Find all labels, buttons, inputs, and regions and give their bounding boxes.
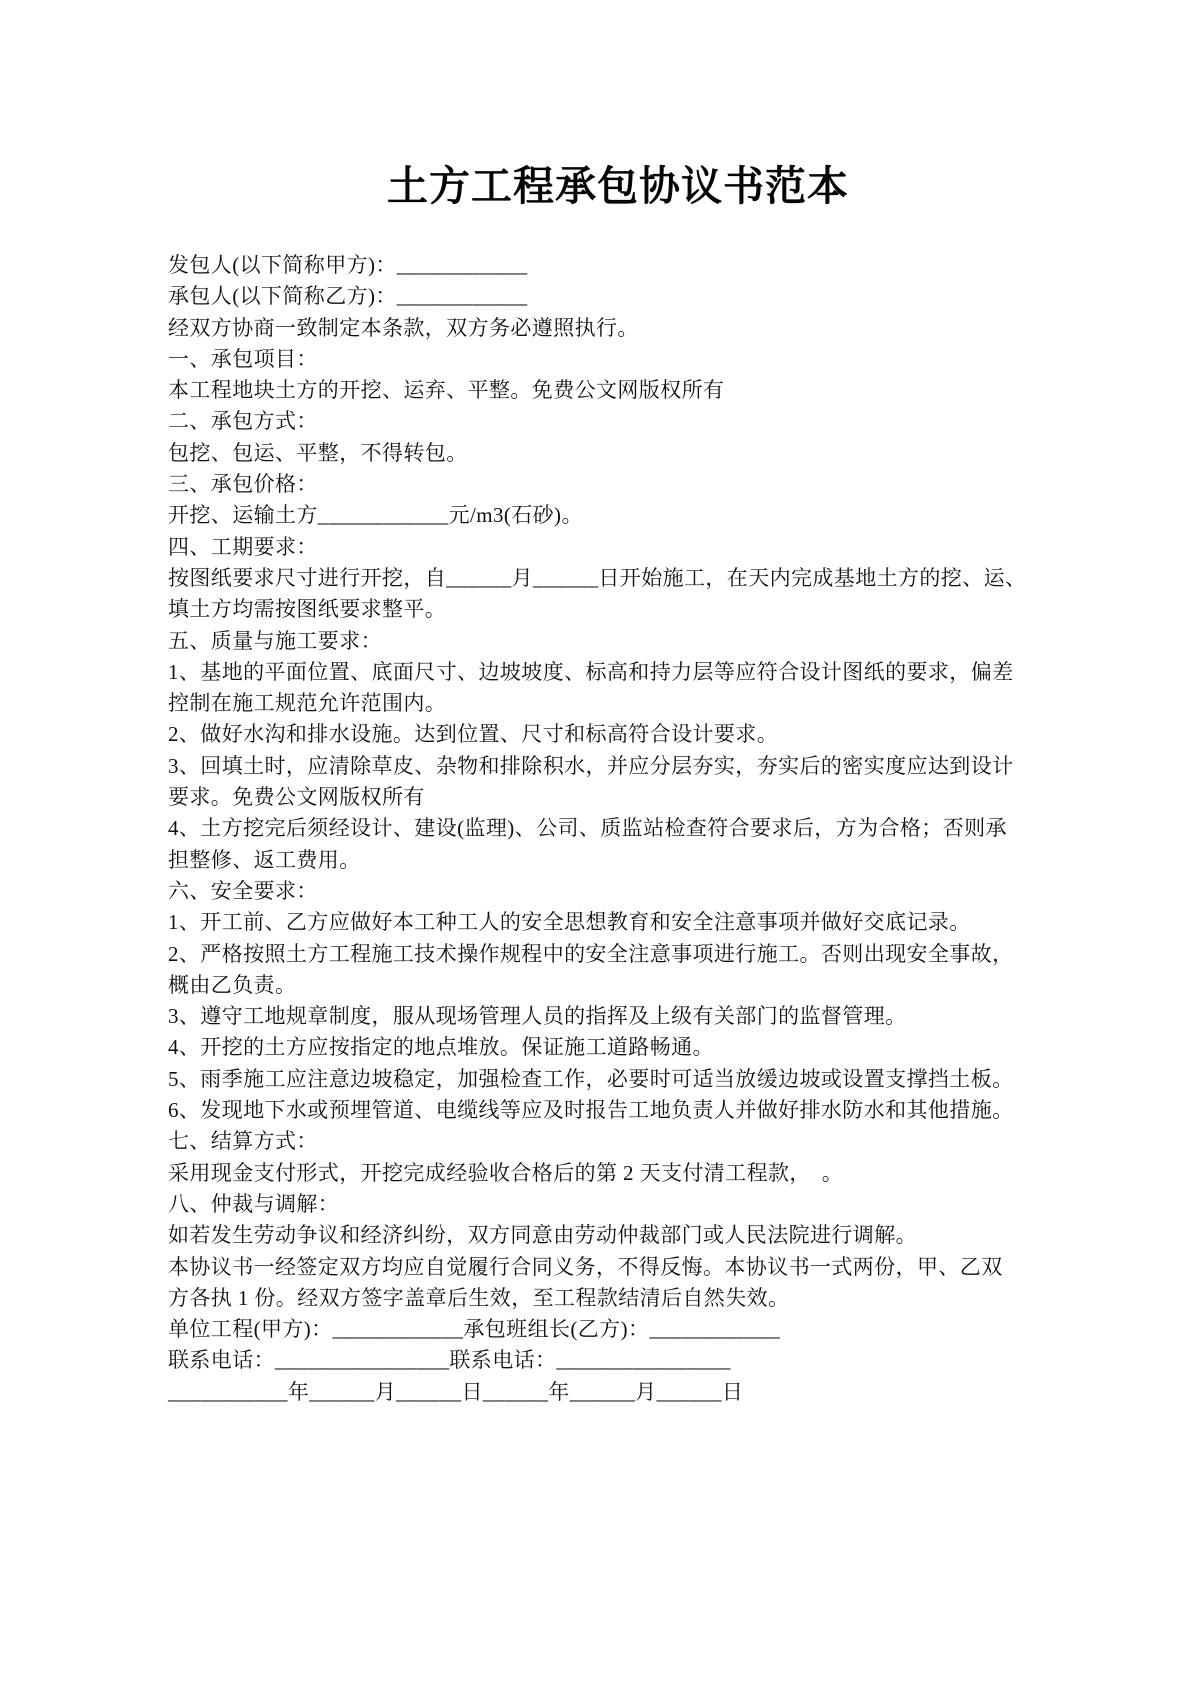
closing-line-1: 本协议书一经签定双方均应自觉履行合同义务，不得反悔。本协议书一式两份，甲、乙双 [168, 1254, 1003, 1279]
section-5-item-4b: 担整修、返工费用。 [168, 847, 361, 872]
section-5-item-4a: 4、土方挖完后须经设计、建设(监理)、公司、质监站检查符合要求后，方为合格；否则承 [168, 816, 1007, 841]
party-b-line: 承包人(以下简称乙方)：____________ [168, 284, 528, 309]
section-2-heading: 二、承包方式： [168, 409, 318, 434]
section-6-item-2a: 2、严格按照土方工程施工技术操作规程中的安全注意事项进行施工。否则出现安全事故， [168, 941, 1014, 966]
section-3-heading: 三、承包价格： [168, 472, 318, 497]
section-5-item-3b: 要求。免费公文网版权所有 [168, 785, 425, 810]
contract-page [168, 0, 1068, 1683]
section-7-body: 采用现金支付形式，开挖完成经验收合格后的第 2 天支付清工程款， 。 [168, 1160, 844, 1185]
section-4-heading: 四、工期要求： [168, 534, 318, 559]
section-5-heading: 五、质量与施工要求： [168, 628, 382, 653]
section-6-heading: 六、安全要求： [168, 878, 318, 903]
closing-line-2: 方各执 1 份。经双方签字盖章后生效，至工程款结清后自然失效。 [168, 1285, 790, 1310]
section-6-item-2b: 概由乙负责。 [168, 972, 297, 997]
section-5-item-2: 2、做好水沟和排水设施。达到位置、尺寸和标高符合设计要求。 [168, 722, 779, 747]
signature-line: 单位工程(甲方)：____________承包班组长(乙方)：____________ [168, 1317, 781, 1342]
phone-line: 联系电话：________________联系电话：________________ [168, 1348, 731, 1373]
section-1-body: 本工程地块土方的开挖、运弃、平整。免费公文网版权所有 [168, 378, 725, 403]
party-a-line: 发包人(以下简称甲方)：____________ [168, 253, 528, 277]
date-line: ___________年______月______日______年______月______日 [168, 1379, 744, 1404]
document-title: 土方工程承包协议书范本 [387, 163, 849, 209]
document-body [168, 250, 1068, 1408]
preamble-line: 经双方协商一致制定本条款，双方务必遵照执行。 [168, 315, 639, 340]
section-8-heading: 八、仲裁与调解： [168, 1191, 340, 1216]
section-6-item-6: 6、发现地下水或预埋管道、电缆线等应及时报告工地负责人并做好排水防水和其他措施。 [168, 1098, 1014, 1123]
section-6-item-4: 4、开挖的土方应按指定的地点堆放。保证施工道路畅通。 [168, 1035, 714, 1060]
section-6-item-1: 1、开工前、乙方应做好本工种工人的安全思想教育和安全注意事项并做好交底记录。 [168, 910, 971, 935]
section-3-body: 开挖、运输土方____________元/m3(石砂)。 [168, 503, 583, 528]
section-2-body: 包挖、包运、平整，不得转包。 [168, 440, 468, 465]
section-4-body-line-2: 填土方均需按图纸要求整平。 [168, 597, 447, 622]
section-8-body: 如若发生劳动争议和经济纠纷，双方同意由劳动仲裁部门或人民法院进行调解。 [168, 1223, 917, 1248]
section-7-heading: 七、结算方式： [168, 1129, 318, 1154]
section-5-item-1b: 控制在施工规范允许范围内。 [168, 691, 447, 716]
section-6-item-3: 3、遵守工地规章制度，服从现场管理人员的指挥及上级有关部门的监督管理。 [168, 1004, 907, 1029]
section-5-item-1a: 1、基地的平面位置、底面尺寸、边坡坡度、标高和持力层等应符合设计图纸的要求，偏差 [168, 659, 1014, 684]
section-5-item-3a: 3、回填土时，应清除草皮、杂物和排除积水，并应分层夯实，夯实后的密实度应达到设计 [168, 753, 1014, 778]
section-6-item-5: 5、雨季施工应注意边坡稳定，加强检查工作，必要时可适当放缓边坡或设置支撑挡土板。 [168, 1066, 1014, 1091]
section-1-heading: 一、承包项目： [168, 346, 318, 371]
section-4-body-line-1: 按图纸要求尺寸进行开挖，自______月______日开始施工，在天内完成基地土方的挖、运、 [168, 565, 1027, 590]
